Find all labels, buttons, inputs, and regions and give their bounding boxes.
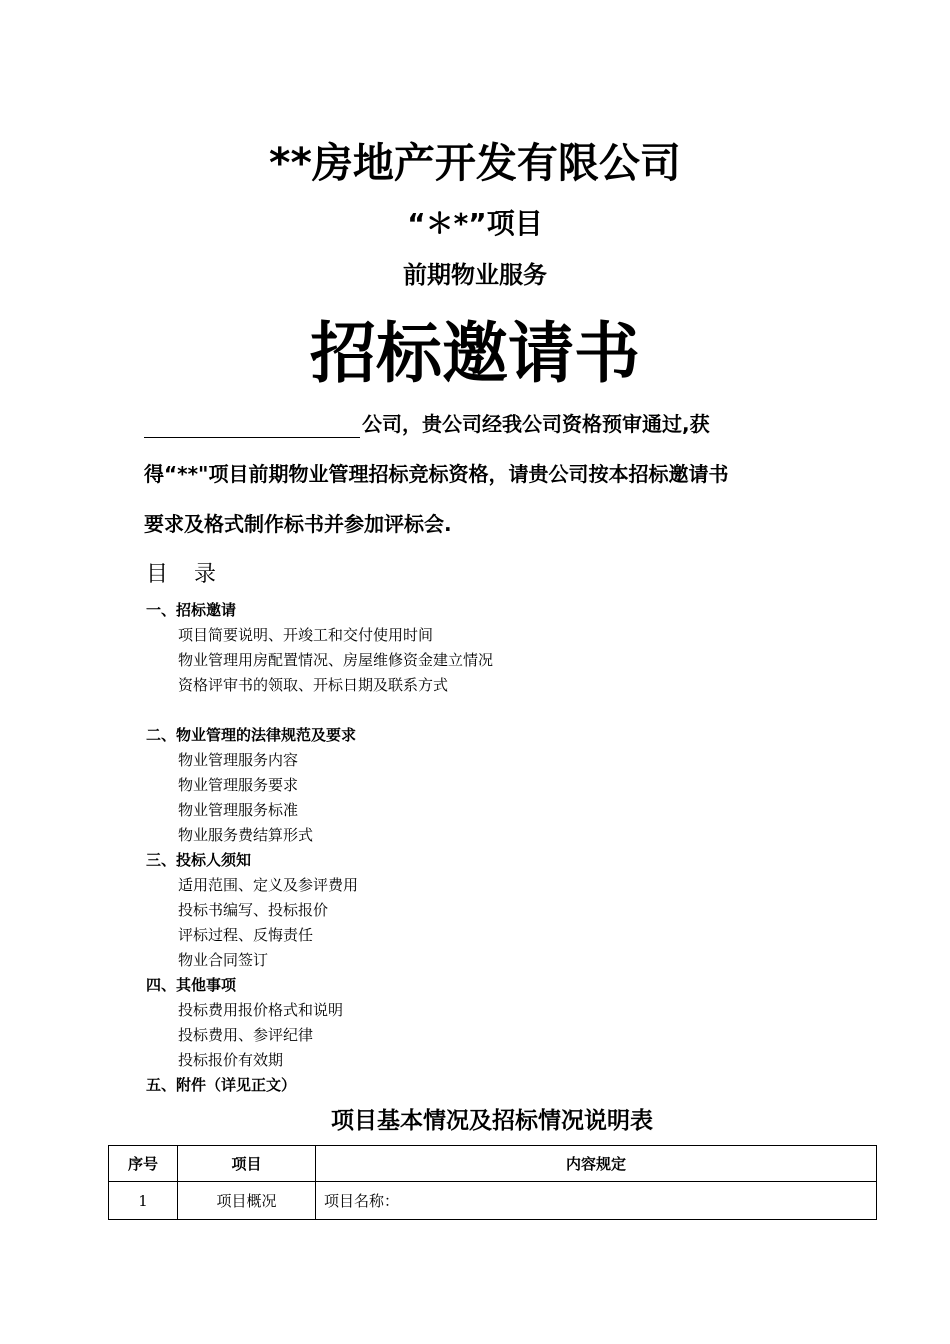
header-cell-item: 项目 bbox=[178, 1146, 316, 1182]
intro-line-1-text: 公司，贵公司经我公司资格预审通过,获 bbox=[362, 412, 710, 436]
toc-item: 项目简要说明、开竣工和交付使用时间 bbox=[178, 626, 434, 644]
toc-item: 物业管理服务要求 bbox=[178, 776, 299, 794]
service-title: 前期物业服务 bbox=[403, 261, 547, 289]
company-name: **房地产开发有限公司 bbox=[269, 139, 681, 187]
company-blank-line[interactable] bbox=[144, 415, 360, 438]
toc-item: 投标费用报价格式和说明 bbox=[178, 1001, 344, 1019]
intro-line-3: 要求及格式制作标书并参加评标会. bbox=[144, 512, 452, 536]
toc-item: 物业服务费结算形式 bbox=[178, 826, 314, 844]
toc-item: 投标费用、参评纪律 bbox=[178, 1026, 314, 1044]
toc-spacer bbox=[146, 698, 846, 723]
toc-item: 资格评审书的领取、开标日期及联系方式 bbox=[178, 676, 449, 694]
toc-item: 物业管理用房配置情况、房屋维修资金建立情况 bbox=[178, 651, 494, 669]
toc-item: 物业管理服务内容 bbox=[178, 751, 299, 769]
toc-item: 物业管理服务标准 bbox=[178, 801, 299, 819]
toc-section-3: 三、投标人须知 bbox=[146, 851, 252, 869]
toc-item: 投标书编写、投标报价 bbox=[178, 901, 329, 919]
table-row bbox=[109, 1182, 877, 1220]
toc-item: 物业合同签订 bbox=[178, 951, 269, 969]
toc-section-1: 一、招标邀请 bbox=[146, 601, 237, 619]
document-title: 招标邀请书 bbox=[310, 315, 640, 392]
cell-item: 项目概况 bbox=[178, 1182, 316, 1220]
header-cell-no: 序号 bbox=[109, 1146, 178, 1182]
header-cell-content: 内容规定 bbox=[316, 1146, 877, 1182]
toc-section-4: 四、其他事项 bbox=[146, 976, 237, 994]
toc-item: 投标报价有效期 bbox=[178, 1051, 284, 1069]
toc-item: 适用范围、定义及参评费用 bbox=[178, 876, 359, 894]
toc-title: 目录 bbox=[146, 562, 243, 587]
toc-section-2: 二、物业管理的法律规范及要求 bbox=[146, 726, 357, 744]
project-name: “＊*”项目 bbox=[407, 207, 543, 240]
table-title: 项目基本情况及招标情况说明表 bbox=[331, 1108, 653, 1134]
info-table bbox=[108, 1145, 877, 1220]
intro-line-2: 得“**"项目前期物业管理招标竞标资格，请贵公司按本招标邀请书 bbox=[144, 462, 729, 486]
intro-line-1 bbox=[144, 410, 824, 438]
toc-item: 评标过程、反悔责任 bbox=[178, 926, 314, 944]
cell-no: 1 bbox=[109, 1182, 178, 1220]
table-of-contents bbox=[146, 598, 846, 1098]
toc-section-5: 五、附件（详见正文） bbox=[146, 1076, 297, 1094]
cell-content: 项目名称： bbox=[316, 1182, 877, 1220]
table-header-row bbox=[109, 1146, 877, 1182]
